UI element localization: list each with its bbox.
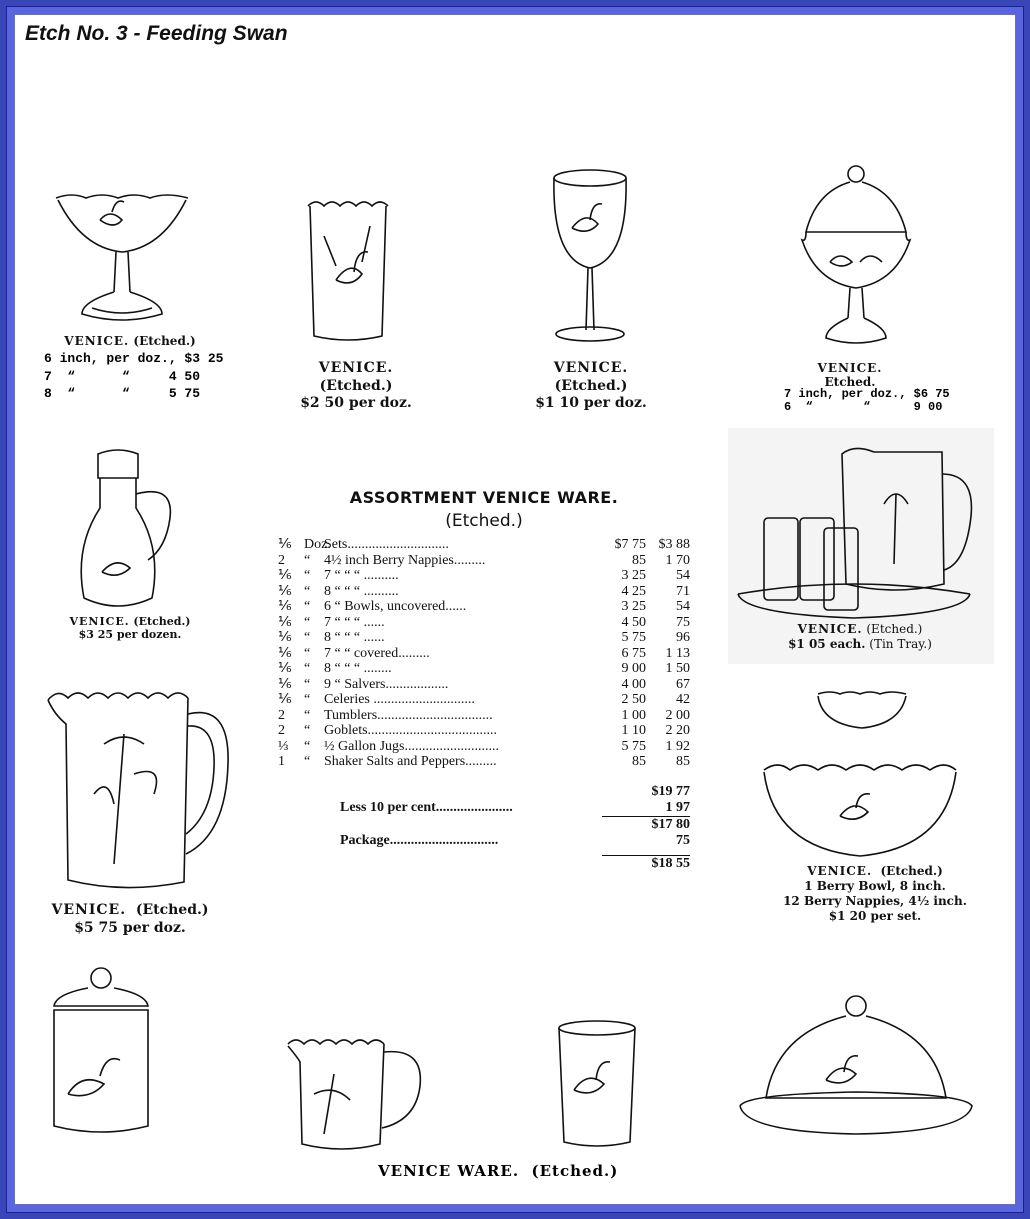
assortment-cell-u: “ [304,723,311,738]
assortment-cell-q: ⅙ [278,599,292,614]
package-value: 75 [676,832,690,848]
less-value: 1 97 [665,799,690,815]
assortment-cell-u: “ [304,552,311,568]
assortment-cell-u: “ [304,738,311,754]
assortment-cell-d: 6 “ Bowls, uncovered...... [324,599,467,614]
berry-set-illustration [760,688,960,862]
assortment-cell-u: “ [304,692,311,707]
assortment-cell-a: 85 [632,754,646,769]
bottom-caption: VENICE WARE. (Etched.) [378,1162,619,1180]
assortment-row [278,553,690,569]
compote-illustration [52,190,192,330]
tumbler-illustration [306,196,390,344]
assortment-cell-d: 7 “ “ covered......... [324,645,430,661]
assortment-row [278,754,690,770]
compote-price-row: 8 “ “ 5 75 [44,386,201,402]
assortment-subheading: (Etched.) [445,511,523,531]
berry-set-name: VENICE. (Etched.) [807,864,943,878]
jar-illustration [46,966,156,1138]
net-value: $17 80 [651,816,690,832]
assortment-cell-u: “ [304,568,311,583]
assortment-cell-b: 75 [676,614,690,630]
assortment-cell-d: Goblets..................................... [324,723,498,738]
tumbler-price: $2 50 per doz. [300,395,412,411]
assortment-row [278,537,690,553]
assortment-cell-b: 71 [676,583,690,599]
total-value: $18 55 [651,855,690,871]
assortment-row [278,568,690,584]
covered-compote-name: VENICE. [817,361,883,375]
tumbler-name: VENICE. [318,360,394,376]
assortment-cell-d: 4½ inch Berry Nappies......... [324,552,486,568]
assortment-cell-d: 7 “ “ “ .......... [324,568,399,583]
assortment-cell-u: “ [304,599,311,614]
assortment-cell-u: “ [304,614,311,630]
assortment-cell-b: 2 20 [665,723,690,738]
assortment-cell-q: 1 [278,754,285,769]
assortment-row [278,739,690,755]
assortment-cell-a: 9 00 [621,661,646,676]
butter-dish-illustration [736,994,976,1136]
assortment-row [278,599,690,615]
package-row [278,833,690,849]
assortment-cell-q: ⅓ [278,738,289,754]
assortment-cell-q: ⅙ [278,692,292,707]
assortment-cell-u: “ [304,661,311,676]
assortment-cell-q: ⅙ [278,614,292,630]
less-row [278,800,690,816]
tray-set-price: $1 05 each. (Tin Tray.) [788,637,932,651]
berry-set-line: 12 Berry Nappies, 4½ inch. [783,894,967,908]
assortment-cell-b: 96 [676,630,690,645]
assortment-cell-d: 8 “ “ “ ........ [324,661,392,676]
assortment-cell-u: “ [304,754,311,769]
assortment-cell-b: 85 [676,754,690,769]
assortment-cell-u: “ [304,676,311,692]
berry-set-caption [760,864,990,924]
assortment-cell-q: 2 [278,723,285,738]
covered-compote-illustration [796,162,916,348]
assortment-row [278,630,690,646]
assortment-cell-q: ⅙ [278,630,292,645]
total-row [278,856,690,872]
cruet-price: $3 25 per dozen. [78,627,182,641]
assortment-row [278,584,690,600]
assortment-cell-q: ⅙ [278,645,292,661]
assortment-cell-a: 4 50 [621,614,646,630]
tray-set-name: VENICE. (Etched.) [797,622,923,636]
assortment-cell-d: Tumblers................................. [324,707,493,723]
pitcher-illustration [44,684,230,894]
tumbler-caption [276,360,436,413]
less-label: Less 10 per cent...................... [340,799,513,815]
assortment-cell-a: 5 75 [621,738,646,754]
assortment-cell-b: 1 13 [665,645,690,661]
assortment-row [278,646,690,662]
covered-compote-prices [784,388,950,414]
assortment-cell-d: 8 “ “ “ ...... [324,630,385,645]
assortment-cell-q: ⅙ [278,583,292,599]
assortment-cell-q: ⅙ [278,676,292,692]
covered-compote-price-row: 7 inch, per doz., $6 75 [784,387,950,401]
assortment-cell-a: 6 75 [621,645,646,661]
assortment-row [278,692,690,708]
cruet-name: VENICE. (Etched.) [69,615,191,628]
assortment-cell-u: “ [304,645,311,661]
assortment-cell-b: 1 70 [665,552,690,568]
creamer-illustration [284,1034,424,1154]
pitcher-name: VENICE. (Etched.) [51,902,209,918]
berry-set-line: 1 Berry Bowl, 8 inch. [804,879,946,893]
cruet-caption [50,616,210,641]
berry-set-price: $1 20 per set. [828,909,922,923]
assortment-cell-a: 2 50 [621,692,646,707]
compote-caption [40,334,220,349]
assortment-cell-b: 54 [676,568,690,583]
assortment-cell-a: 1 10 [621,723,646,738]
subtotal-row [278,784,690,800]
assortment-rows [278,537,690,770]
goblet-caption [516,360,666,413]
pitcher-price: $5 75 per doz. [74,919,186,936]
assortment-cell-u: “ [304,630,311,645]
assortment-cell-a: 85 [632,552,646,568]
assortment-cell-a: 3 25 [621,568,646,583]
assortment-cell-b: 54 [676,599,690,614]
covered-compote-price-row: 6 “ “ 9 00 [784,400,943,415]
assortment-cell-b: 67 [676,676,690,692]
assortment-row [278,723,690,739]
assortment-cell-d: 8 “ “ “ .......... [324,583,399,599]
tumbler-type: (Etched.) [319,377,393,394]
subtotal-value: $19 77 [651,783,690,799]
assortment-cell-q: 2 [278,552,285,568]
package-label: Package............................... [340,832,499,848]
covered-compote-type: Etched. [824,374,876,389]
assortment-cell-u: “ [304,583,311,599]
assortment-cell-b: 42 [676,692,690,707]
assortment-cell-u: “ [304,707,311,723]
compote-prices [44,350,223,403]
assortment-heading: ASSORTMENT VENICE WARE. [349,488,619,507]
covered-compote-caption [770,362,930,390]
assortment-cell-a: $7 75 [614,537,646,552]
assortment-cell-d: 9 “ Salvers.................. [324,676,449,692]
assortment-cell-q: ⅙ [278,661,292,676]
assortment-row [278,615,690,631]
assortment-cell-b: 1 50 [665,661,690,676]
assortment-row [278,708,690,724]
goblet-illustration [550,168,630,346]
assortment-cell-d: ½ Gallon Jugs........................... [324,738,499,754]
tumbler-small-illustration [556,1018,638,1150]
pitcher-caption [30,902,230,937]
assortment-cell-a: 5 75 [621,630,646,645]
page-title: Etch No. 3 - Feeding Swan [25,22,288,45]
net-row [278,817,690,833]
compote-price-row: 6 inch, per doz., $3 25 [44,351,224,366]
compote-name: VENICE. (Etched.) [64,334,196,348]
assortment-row [278,661,690,677]
assortment-cell-b: 1 92 [665,738,690,754]
goblet-name: VENICE. [553,360,629,376]
assortment-cell-q: ⅙ [278,568,292,583]
tray-set-caption [740,622,980,652]
assortment-cell-b: 2 00 [665,707,690,723]
tray-set-illustration [734,444,970,624]
assortment-list [278,488,690,872]
assortment-cell-b: $3 88 [658,537,690,552]
assortment-cell-d: Shaker Salts and Peppers......... [324,754,497,769]
assortment-cell-a: 1 00 [621,707,646,723]
goblet-type: (Etched.) [554,377,628,394]
assortment-cell-a: 3 25 [621,599,646,614]
assortment-cell-a: 4 00 [621,676,646,692]
cruet-illustration [78,448,182,614]
assortment-cell-d: Sets............................. [324,537,449,552]
assortment-cell-q: ⅙ [278,537,292,552]
assortment-cell-d: Celeries ............................. [324,692,475,707]
assortment-cell-d: 7 “ “ “ ...... [324,614,385,630]
compote-price-row: 7 “ “ 4 50 [44,368,201,384]
assortment-cell-u: Doz. [304,537,331,552]
goblet-price: $1 10 per doz. [535,395,647,411]
assortment-cell-a: 4 25 [621,583,646,599]
assortment-cell-q: 2 [278,707,285,723]
assortment-row [278,677,690,693]
